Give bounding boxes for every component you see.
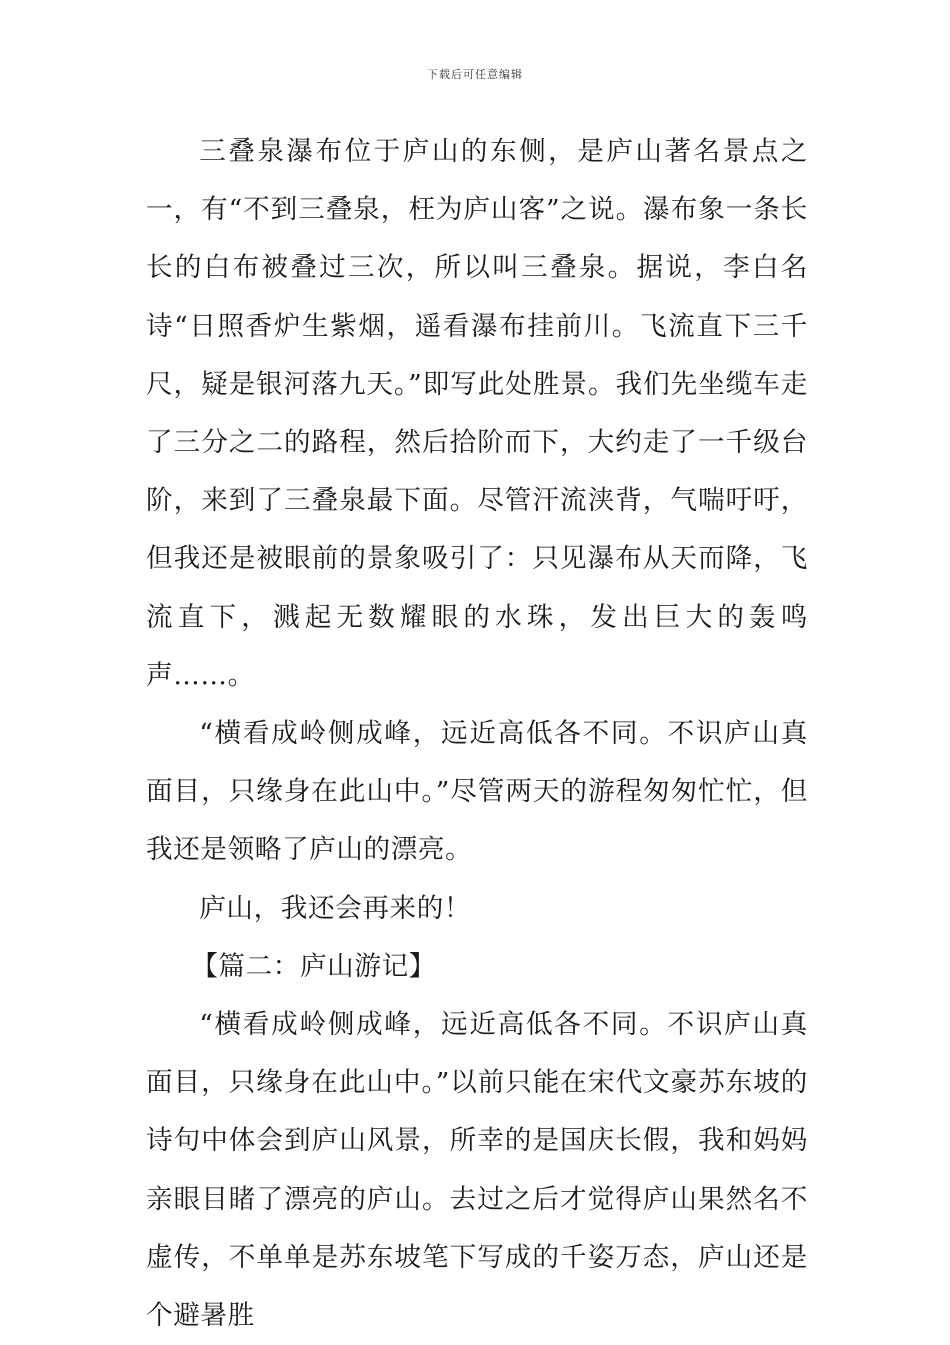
document-body: [146, 123, 808, 1345]
section-heading: 【篇二：庐山游记】: [191, 950, 436, 982]
paragraph-sandiequan: 三叠泉瀑布位于庐山的东侧，是庐山著名景点之一，有“不到三叠泉，枉为庐山客”之说。瀑布象一条长长的白布被叠过三次，所以叫三叠泉。据说，李白名诗“日照香炉生紫烟，遥看瀑布挂前川。飞流直下三千尺，疑是银河落九天。”即写此处胜景。我们先坐缆车走了三分之二的路程，然后拾阶而下，大约走了一千级台阶，来到了三叠泉最下面。尽管汗流浃背，气喘吁吁，但我还是被眼前的景象吸引了：只见瀑布从天而降，飞流直下，溅起无数耀眼的水珠，发出巨大的轰鸣声……。: [146, 136, 808, 691]
paragraph-farewell: 庐山，我还会再来的！: [199, 892, 472, 924]
paragraph-poem-conclusion: “横看成岭侧成峰，远近高低各不同。不识庐山真面目，只缘身在此山中。”尽管两天的游程匆匆忙忙，但我还是领略了庐山的漂亮。: [146, 718, 808, 866]
paragraph-part-two-intro: “横看成岭侧成峰，远近高低各不同。不识庐山真面目，只缘身在此山中。”以前只能在宋代文豪苏东坡的诗句中体会到庐山风景，所幸的是国庆长假，我和妈妈亲眼目睹了漂亮的庐山。去过之后才觉得庐山果然名不虚传，不单单是苏东坡笔下写成的千姿万态，庐山还是个避暑胜: [146, 1009, 808, 1332]
page-header: 下载后可任意编辑: [427, 68, 523, 81]
